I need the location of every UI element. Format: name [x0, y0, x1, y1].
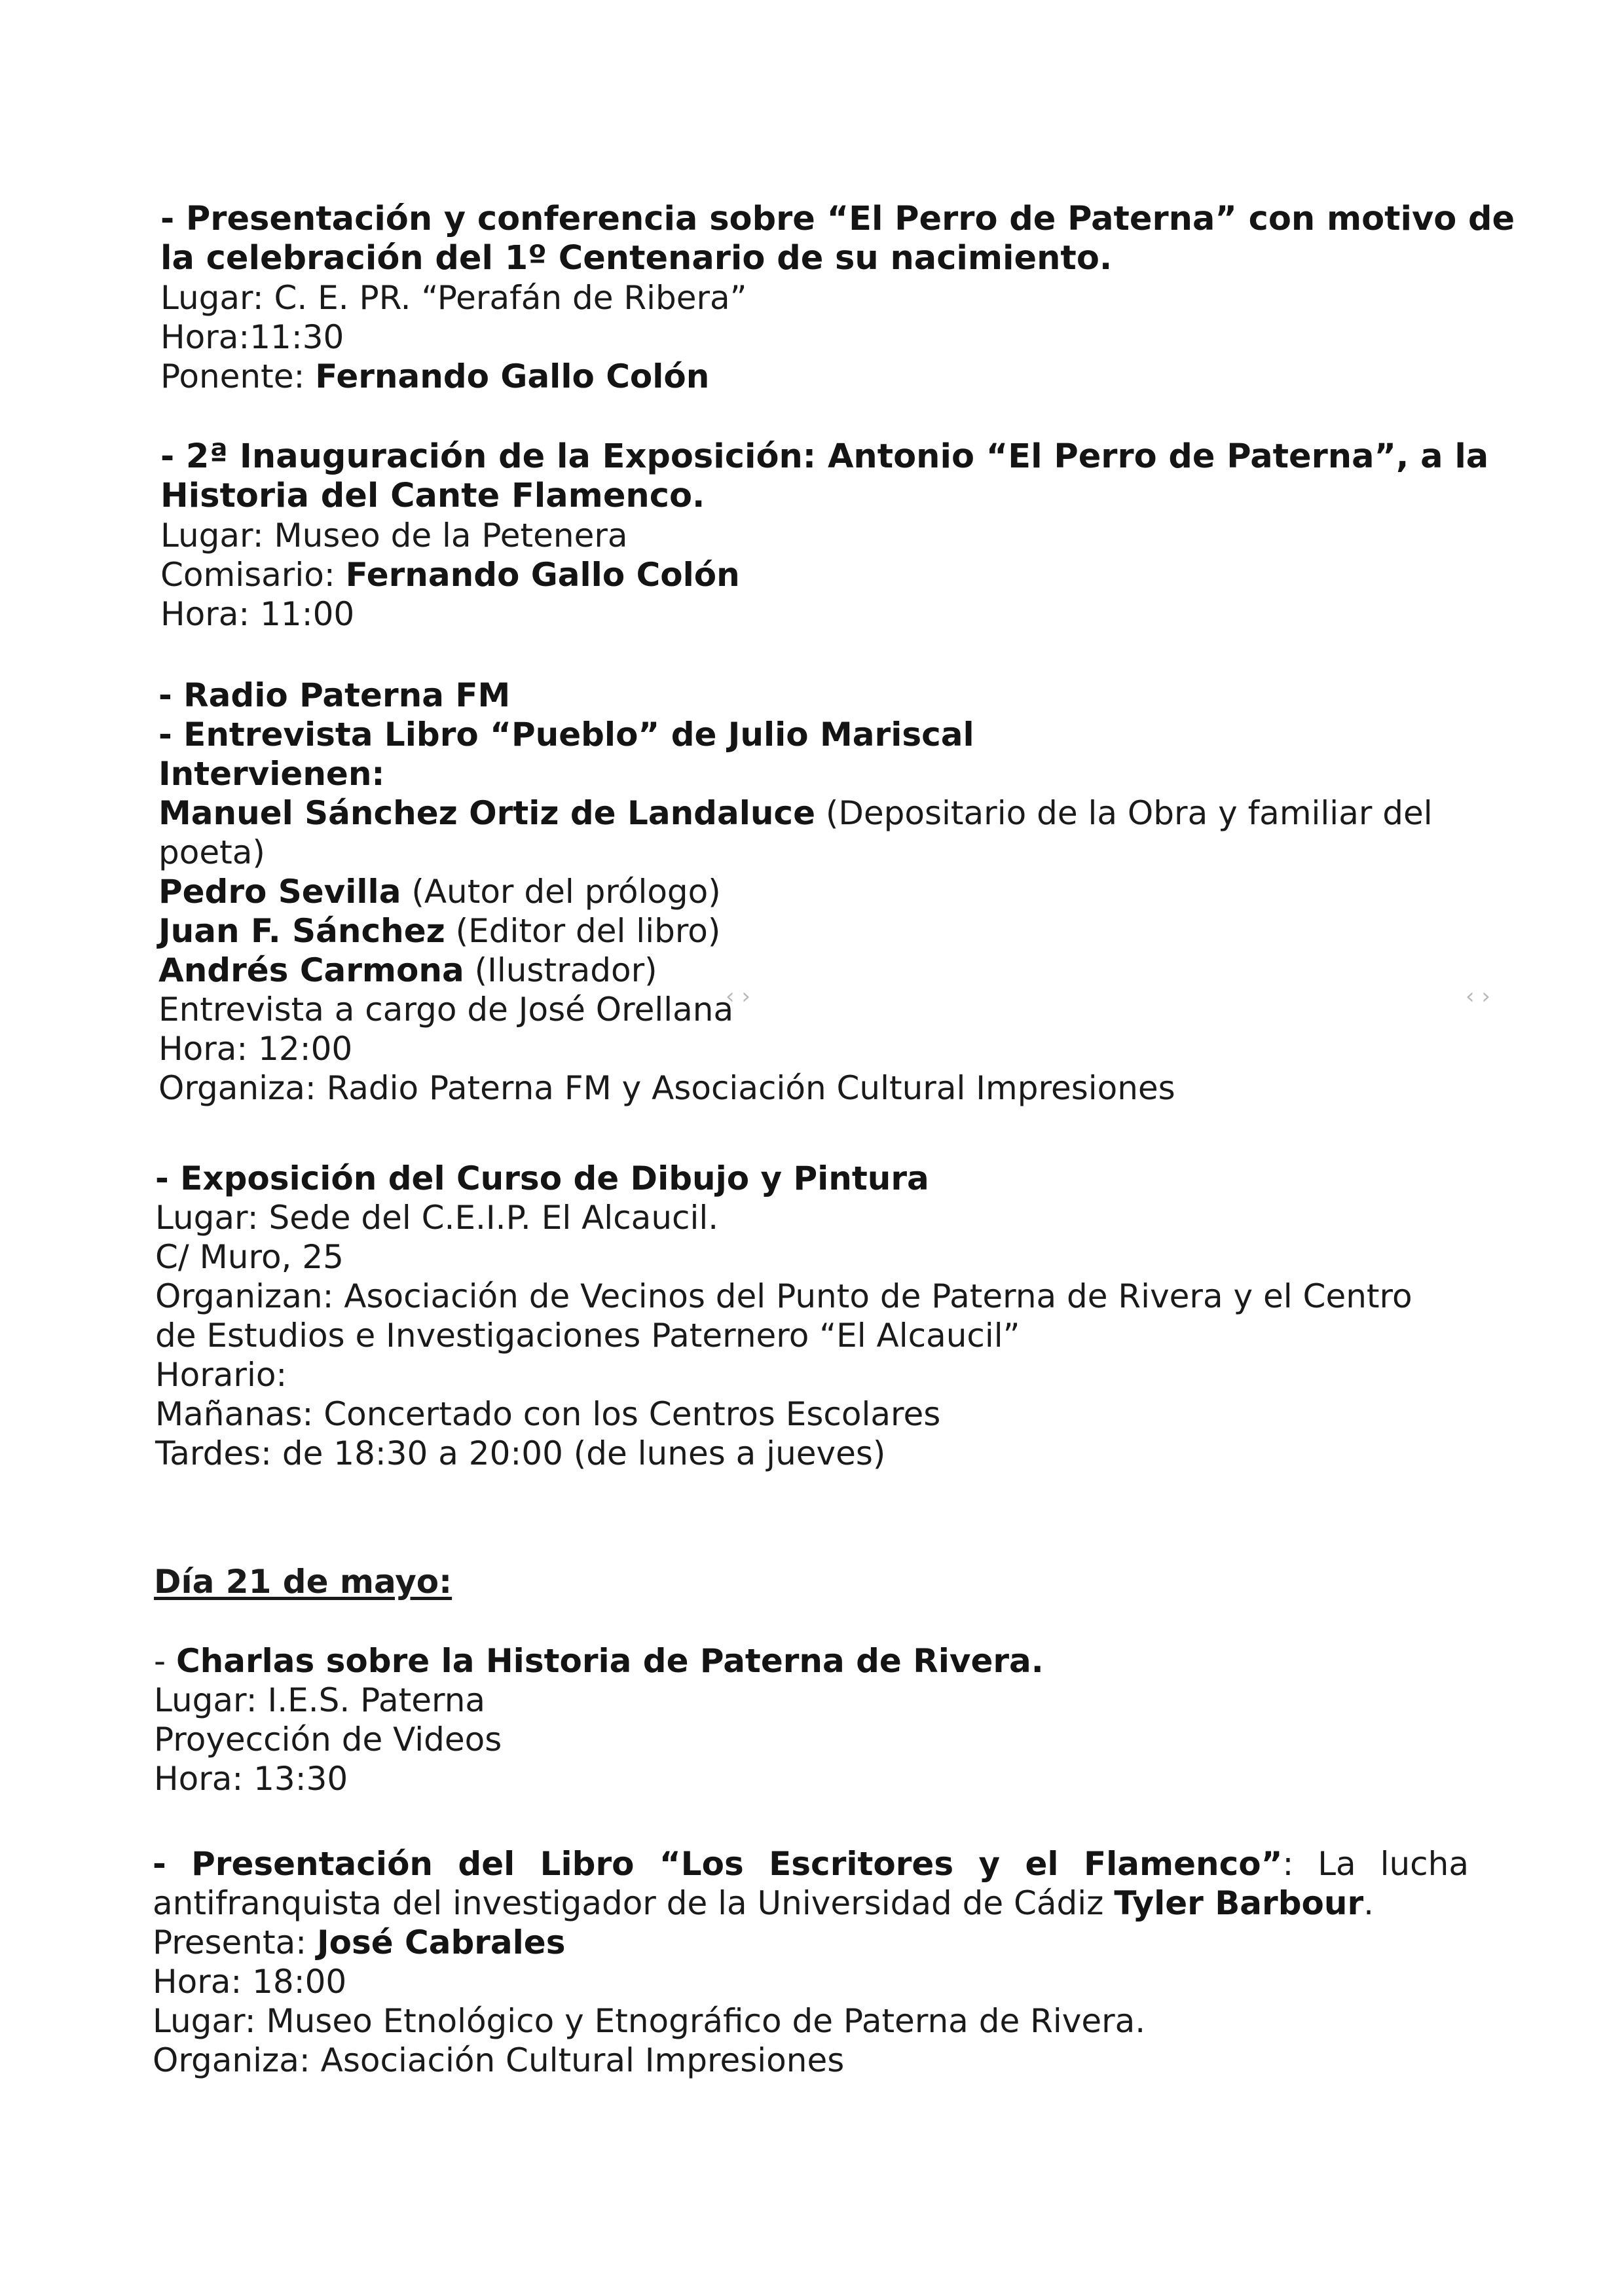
event-title: - Exposición del Curso de Dibujo y Pintura [155, 1159, 929, 1197]
participant-role: (Ilustrador) [464, 951, 657, 989]
speaker-label: Ponente: [160, 357, 316, 395]
event-time: Hora: 12:00 [158, 1030, 353, 1068]
event-note: Proyección de Videos [154, 1721, 502, 1758]
participant-role: (Autor del prólogo) [401, 873, 721, 911]
event-title-line-2: Historia del Cante Flamenco. [160, 477, 705, 515]
event-title [160, 200, 1515, 239]
scan-artifact-mark: ‹ › [1466, 983, 1491, 1010]
event-place: Lugar: C. E. PR. “Perafán de Ribera” [160, 279, 747, 317]
participant-name: Pedro Sevilla [158, 873, 401, 911]
participant-2 [158, 872, 1475, 911]
event-time: Hora: 13:30 [154, 1760, 348, 1798]
presenter-label: Presenta: [153, 1923, 317, 1961]
event-organizers-line-1: Organizan: Asociación de Vecinos del Punto de Paterna de Rivera y el Centro [155, 1277, 1412, 1315]
event-book-presentation: - Presentación del Libro “Los Escritores y el Flamenco”: La lucha antifranquista del investigador de la Universidad de Cádiz Tyler Barbour. Presenta: José Cabrales Hora: 18:00 Lugar: Museo Etnológico y Etnográfico de Paterna de Rivera. Organiza: Asociación Cultural Impresiones [153, 1845, 1469, 2079]
event-place: Lugar: I.E.S. Paterna [154, 1681, 486, 1719]
event-time: Hora: 11:00 [160, 595, 355, 633]
event-title-line-2: - Entrevista Libro “Pueblo” de Julio Mariscal [158, 716, 974, 754]
participant-1-role-cont: poeta) [158, 833, 265, 871]
event-title-line-1: - Radio Paterna FM [158, 676, 511, 714]
event-address: C/ Muro, 25 [155, 1238, 344, 1276]
participant-3 [158, 911, 1475, 951]
participant-name: Manuel Sánchez Ortiz de Landaluce [158, 794, 815, 832]
dash: - [154, 1642, 176, 1680]
interviewer: Entrevista a cargo de José Orellana [158, 991, 734, 1029]
curator-name: Fernando Gallo Colón [345, 556, 740, 594]
event-title: - Presentación del Libro “Los Escritores y el Flamenco” [153, 1845, 1283, 1883]
event-desc-line-1: : La lucha [1282, 1845, 1469, 1883]
event-place: Lugar: Sede del C.E.I.P. El Alcaucil. [155, 1199, 719, 1237]
event-title-line-1: - Presentación y conferencia sobre “El Perro de Paterna” con motivo de [160, 200, 1515, 238]
event-history-talks [154, 1641, 1470, 1798]
presenter-name: José Cabrales [316, 1923, 566, 1961]
schedule-label: Horario: [155, 1356, 287, 1394]
participant-role: (Depositario de la Obra y familiar del [815, 794, 1433, 832]
event-time: Hora:11:30 [160, 318, 344, 356]
participant-4 [158, 951, 1475, 990]
event-curator [160, 555, 1477, 594]
participant-name: Andrés Carmona [158, 951, 464, 989]
speaker-name: Fernando Gallo Colón [315, 357, 710, 395]
day-heading-text: Día 21 de mayo: [154, 1563, 452, 1601]
schedule-mornings: Mañanas: Concertado con los Centros Escolares [155, 1395, 941, 1433]
event-place: Lugar: Museo de la Petenera [160, 517, 628, 555]
event-organizers-line-2: de Estudios e Investigaciones Paternero “El Alcaucil” [155, 1317, 1020, 1355]
event-exhibition-inauguration [160, 437, 1489, 634]
event-presenter [153, 1923, 1469, 1962]
event-title-line-2: la celebración del 1º Centenario de su nacimiento. [160, 239, 1113, 278]
day-heading [154, 1562, 1470, 1601]
event-organizer: Organiza: Radio Paterna FM y Asociación Cultural Impresiones [158, 1069, 1175, 1107]
participant-role: (Editor del libro) [445, 912, 721, 950]
event-title: Charlas sobre la Historia de Paterna de Rivera. [175, 1642, 1044, 1680]
event-time: Hora: 18:00 [153, 1963, 347, 2001]
event-drawing-painting-exhibition [155, 1159, 1471, 1473]
participant-1 [158, 793, 1475, 833]
curator-label: Comisario: [160, 556, 346, 594]
participants-label: Intervienen: [158, 755, 385, 793]
participant-name: Juan F. Sánchez [158, 912, 445, 950]
event-place: Lugar: Museo Etnológico y Etnográfico de Paterna de Rivera. [153, 2002, 1146, 2040]
event-title-line-1: - 2ª Inauguración de la Exposición: Antonio “El Perro de Paterna”, a la [160, 437, 1489, 476]
researcher-name: Tyler Barbour [1114, 1884, 1364, 1922]
event-speaker [160, 357, 1477, 396]
event-conference-perro-de-paterna [160, 200, 1515, 396]
event-desc-line-2: antifranquista del investigador de la Universidad de Cádiz [153, 1884, 1115, 1922]
scan-artifact-mark: ‹ › [726, 983, 751, 1010]
event-radio-interview [158, 676, 1475, 1108]
schedule-afternoons: Tardes: de 18:30 a 20:00 (de lunes a jueves) [155, 1434, 886, 1472]
event-organizer: Organiza: Asociación Cultural Impresiones [153, 2041, 845, 2079]
